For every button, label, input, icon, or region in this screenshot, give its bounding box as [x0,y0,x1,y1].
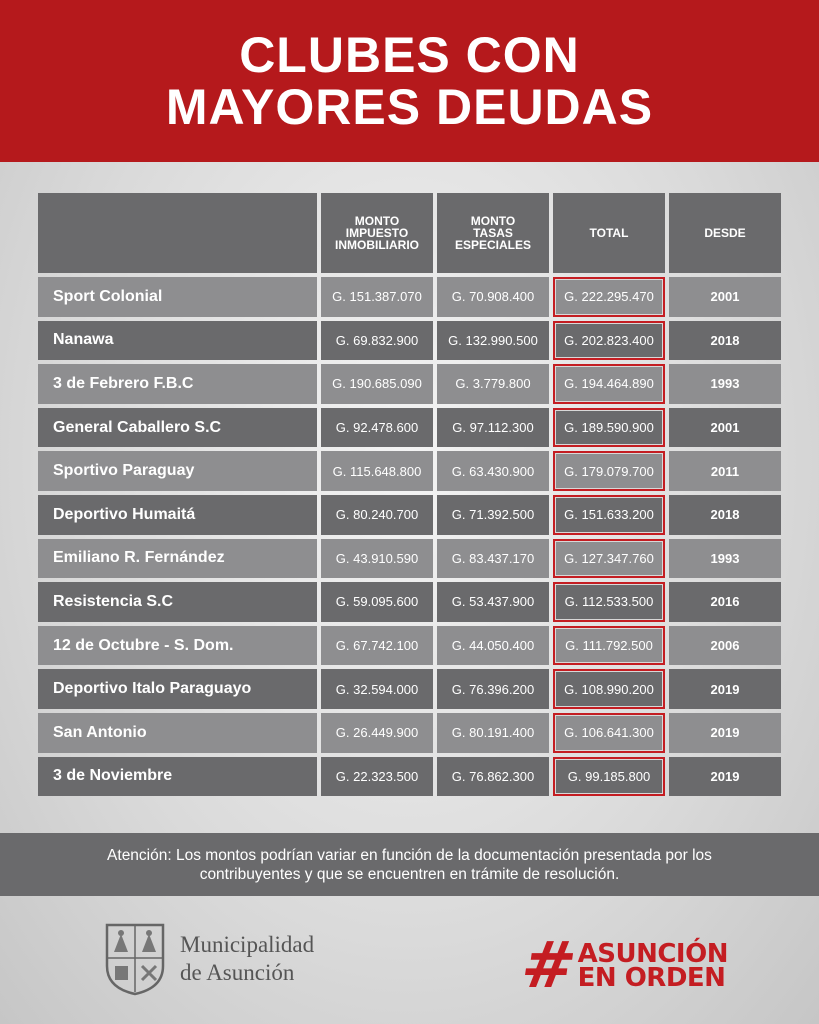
desde-value [669,321,781,361]
table-row [38,277,781,317]
tasas-value [437,364,549,404]
header-total [553,193,665,273]
tasas-value-text: G. 80.191.400 [451,725,535,741]
tasas-value-text: G. 70.908.400 [451,289,535,305]
header-impuesto-line2: IMPUESTO [345,226,409,240]
tasas-value [437,757,549,797]
club-name-text: General Caballero S.C [53,418,222,436]
club-name [38,669,317,709]
title-line-2: MAYORES DEUDAS [165,79,654,135]
desde-value [669,277,781,317]
asuncion-en-orden-logo [516,929,728,1003]
total-value [553,539,665,579]
club-name-text: 3 de Febrero F.B.C [53,374,194,392]
desde-value-text: 2019 [710,681,740,697]
impuesto-value-text: G. 92.478.600 [335,420,419,436]
club-name [38,626,317,666]
club-name-text: Emiliano R. Fernández [53,549,225,567]
total-value [553,364,665,404]
total-value-text: G. 202.823.400 [564,332,654,348]
total-value-text: G. 111.792.500 [565,638,653,654]
tasas-value-text: G. 71.392.500 [451,507,535,523]
tasas-value [437,713,549,753]
tasas-value [437,408,549,448]
table-body [38,277,781,796]
impuesto-value-text: G. 115.648.800 [332,463,422,479]
muni-line-2: de Asunción [180,960,295,985]
desde-value-text: 2001 [710,289,740,305]
club-name [38,451,317,491]
title-line-1: CLUBES CON [239,27,580,83]
impuesto-value [321,582,433,622]
tasas-value [437,451,549,491]
impuesto-value-text: G. 59.095.600 [335,594,419,610]
desde-value [669,364,781,404]
impuesto-value-text: G. 190.685.090 [332,376,422,392]
impuesto-value [321,408,433,448]
header-impuesto-line1: MONTO [354,214,400,228]
total-value-text: G. 127.347.760 [564,550,654,566]
total-value-text: G. 106.641.300 [564,725,654,741]
club-name-text: Deportivo Italo Paraguayo [53,680,252,698]
tasas-value [437,626,549,666]
header-desde-label: DESDE [704,226,746,240]
club-name-text: Sport Colonial [53,287,163,305]
header-tasas-line3: ESPECIALES [454,238,532,252]
desde-value [669,408,781,448]
impuesto-value [321,626,433,666]
notice-line-2: contribuyentes y que se encuentren en trámite de resolución. [199,865,620,883]
notice-line-1: Atención: Los montos podrían variar en función de la documentación presentada por los [107,846,712,864]
desde-value-text: 2018 [710,332,740,348]
desde-value [669,626,781,666]
desde-value-text: 2001 [710,420,740,436]
desde-value [669,669,781,709]
header-tasas-line1: MONTO [470,214,516,228]
impuesto-value-text: G. 26.449.900 [335,725,419,741]
tag-line-1: ASUNCIÓN [577,939,728,969]
header-impuesto-line3: INMOBILIARIO [335,238,419,252]
table-row [38,451,781,491]
tasas-value-text: G. 63.430.900 [451,463,535,479]
header-total-label: TOTAL [589,226,629,240]
municipal-shield-icon [104,922,166,996]
notice-bar [0,833,819,896]
impuesto-value [321,713,433,753]
club-name-text: Nanawa [53,331,114,349]
table-row [38,713,781,753]
total-value [553,582,665,622]
total-value-text: G. 222.295.470 [564,289,654,305]
desde-value [669,582,781,622]
tasas-value [437,582,549,622]
tasas-value-text: G. 44.050.400 [451,638,535,654]
total-value-text: G. 194.464.890 [564,376,654,392]
total-value-text: G. 112.533.500 [564,594,654,610]
total-value-text: G. 108.990.200 [564,681,654,697]
table-row [38,364,781,404]
total-value-text: G. 179.079.700 [564,463,654,479]
table-row [38,582,781,622]
club-name [38,408,317,448]
total-value [553,321,665,361]
table-row [38,757,781,797]
municipality-name [180,931,314,987]
municipality-logo [104,922,314,996]
club-name [38,539,317,579]
tasas-value-text: G. 76.396.200 [451,681,535,697]
impuesto-value-text: G. 151.387.070 [332,289,422,305]
hashtag-icon: # [516,929,581,1003]
impuesto-value-text: G. 32.594.000 [335,681,419,697]
tasas-value [437,321,549,361]
club-name-text: Resistencia S.C [53,592,174,610]
impuesto-value [321,277,433,317]
impuesto-value [321,495,433,535]
impuesto-value [321,451,433,491]
tasas-value-text: G. 76.862.300 [451,768,535,784]
table-row [38,495,781,535]
total-value [553,713,665,753]
club-name-text: San Antonio [53,723,147,741]
header-club [38,193,317,273]
club-name [38,582,317,622]
club-name [38,277,317,317]
impuesto-value-text: G. 67.742.100 [335,638,419,654]
tasas-value [437,539,549,579]
desde-value-text: 2018 [710,507,740,523]
total-value [553,277,665,317]
tasas-value-text: G. 3.779.800 [455,376,531,392]
total-value-text: G. 99.185.800 [567,768,651,784]
impuesto-value-text: G. 22.323.500 [335,768,419,784]
club-name [38,364,317,404]
impuesto-value [321,669,433,709]
tasas-value-text: G. 83.437.170 [451,550,535,566]
club-name [38,713,317,753]
total-value [553,757,665,797]
total-value [553,626,665,666]
table-row [38,626,781,666]
tasas-value-text: G. 97.112.300 [452,420,534,436]
total-value [553,669,665,709]
desde-value [669,539,781,579]
muni-line-1: Municipalidad [180,932,315,957]
total-value [553,408,665,448]
club-name-text: Sportivo Paraguay [53,462,195,480]
impuesto-value-text: G. 43.910.590 [335,550,419,566]
tasas-value-text: G. 53.437.900 [451,594,535,610]
impuesto-value [321,364,433,404]
desde-value [669,713,781,753]
desde-value [669,495,781,535]
impuesto-value [321,539,433,579]
header-impuesto [321,193,433,273]
impuesto-value [321,321,433,361]
club-name-text: 3 de Noviembre [53,767,173,785]
header-desde [669,193,781,273]
title-banner [0,0,819,162]
tasas-value [437,277,549,317]
club-name [38,757,317,797]
total-value-text: G. 151.633.200 [564,507,654,523]
desde-value-text: 2011 [710,463,740,479]
desde-value [669,451,781,491]
club-name-text: Deportivo Humaitá [53,505,196,523]
table-row [38,539,781,579]
impuesto-value [321,757,433,797]
tasas-value [437,495,549,535]
tasas-value-text: G. 132.990.500 [448,332,538,348]
table-header-row [38,193,781,273]
header-tasas-line2: TASAS [473,226,513,240]
header-tasas [437,193,549,273]
impuesto-value-text: G. 80.240.700 [335,507,419,523]
desde-value-text: 1993 [710,550,740,566]
debts-table [38,193,781,800]
club-name [38,495,317,535]
impuesto-value-text: G. 69.832.900 [335,332,419,348]
table-row [38,669,781,709]
tasas-value [437,669,549,709]
desde-value-text: 2006 [710,638,740,654]
total-value [553,451,665,491]
table-row [38,408,781,448]
club-name [38,321,317,361]
desde-value-text: 2019 [710,725,740,741]
table-row [38,321,781,361]
desde-value-text: 2016 [710,594,740,610]
desde-value-text: 2019 [710,768,740,784]
total-value [553,495,665,535]
total-value-text: G. 189.590.900 [564,420,654,436]
desde-value [669,757,781,797]
club-name-text: 12 de Octubre - S. Dom. [53,636,234,654]
tag-line-2: EN ORDEN [577,963,726,993]
desde-value-text: 1993 [710,376,740,392]
